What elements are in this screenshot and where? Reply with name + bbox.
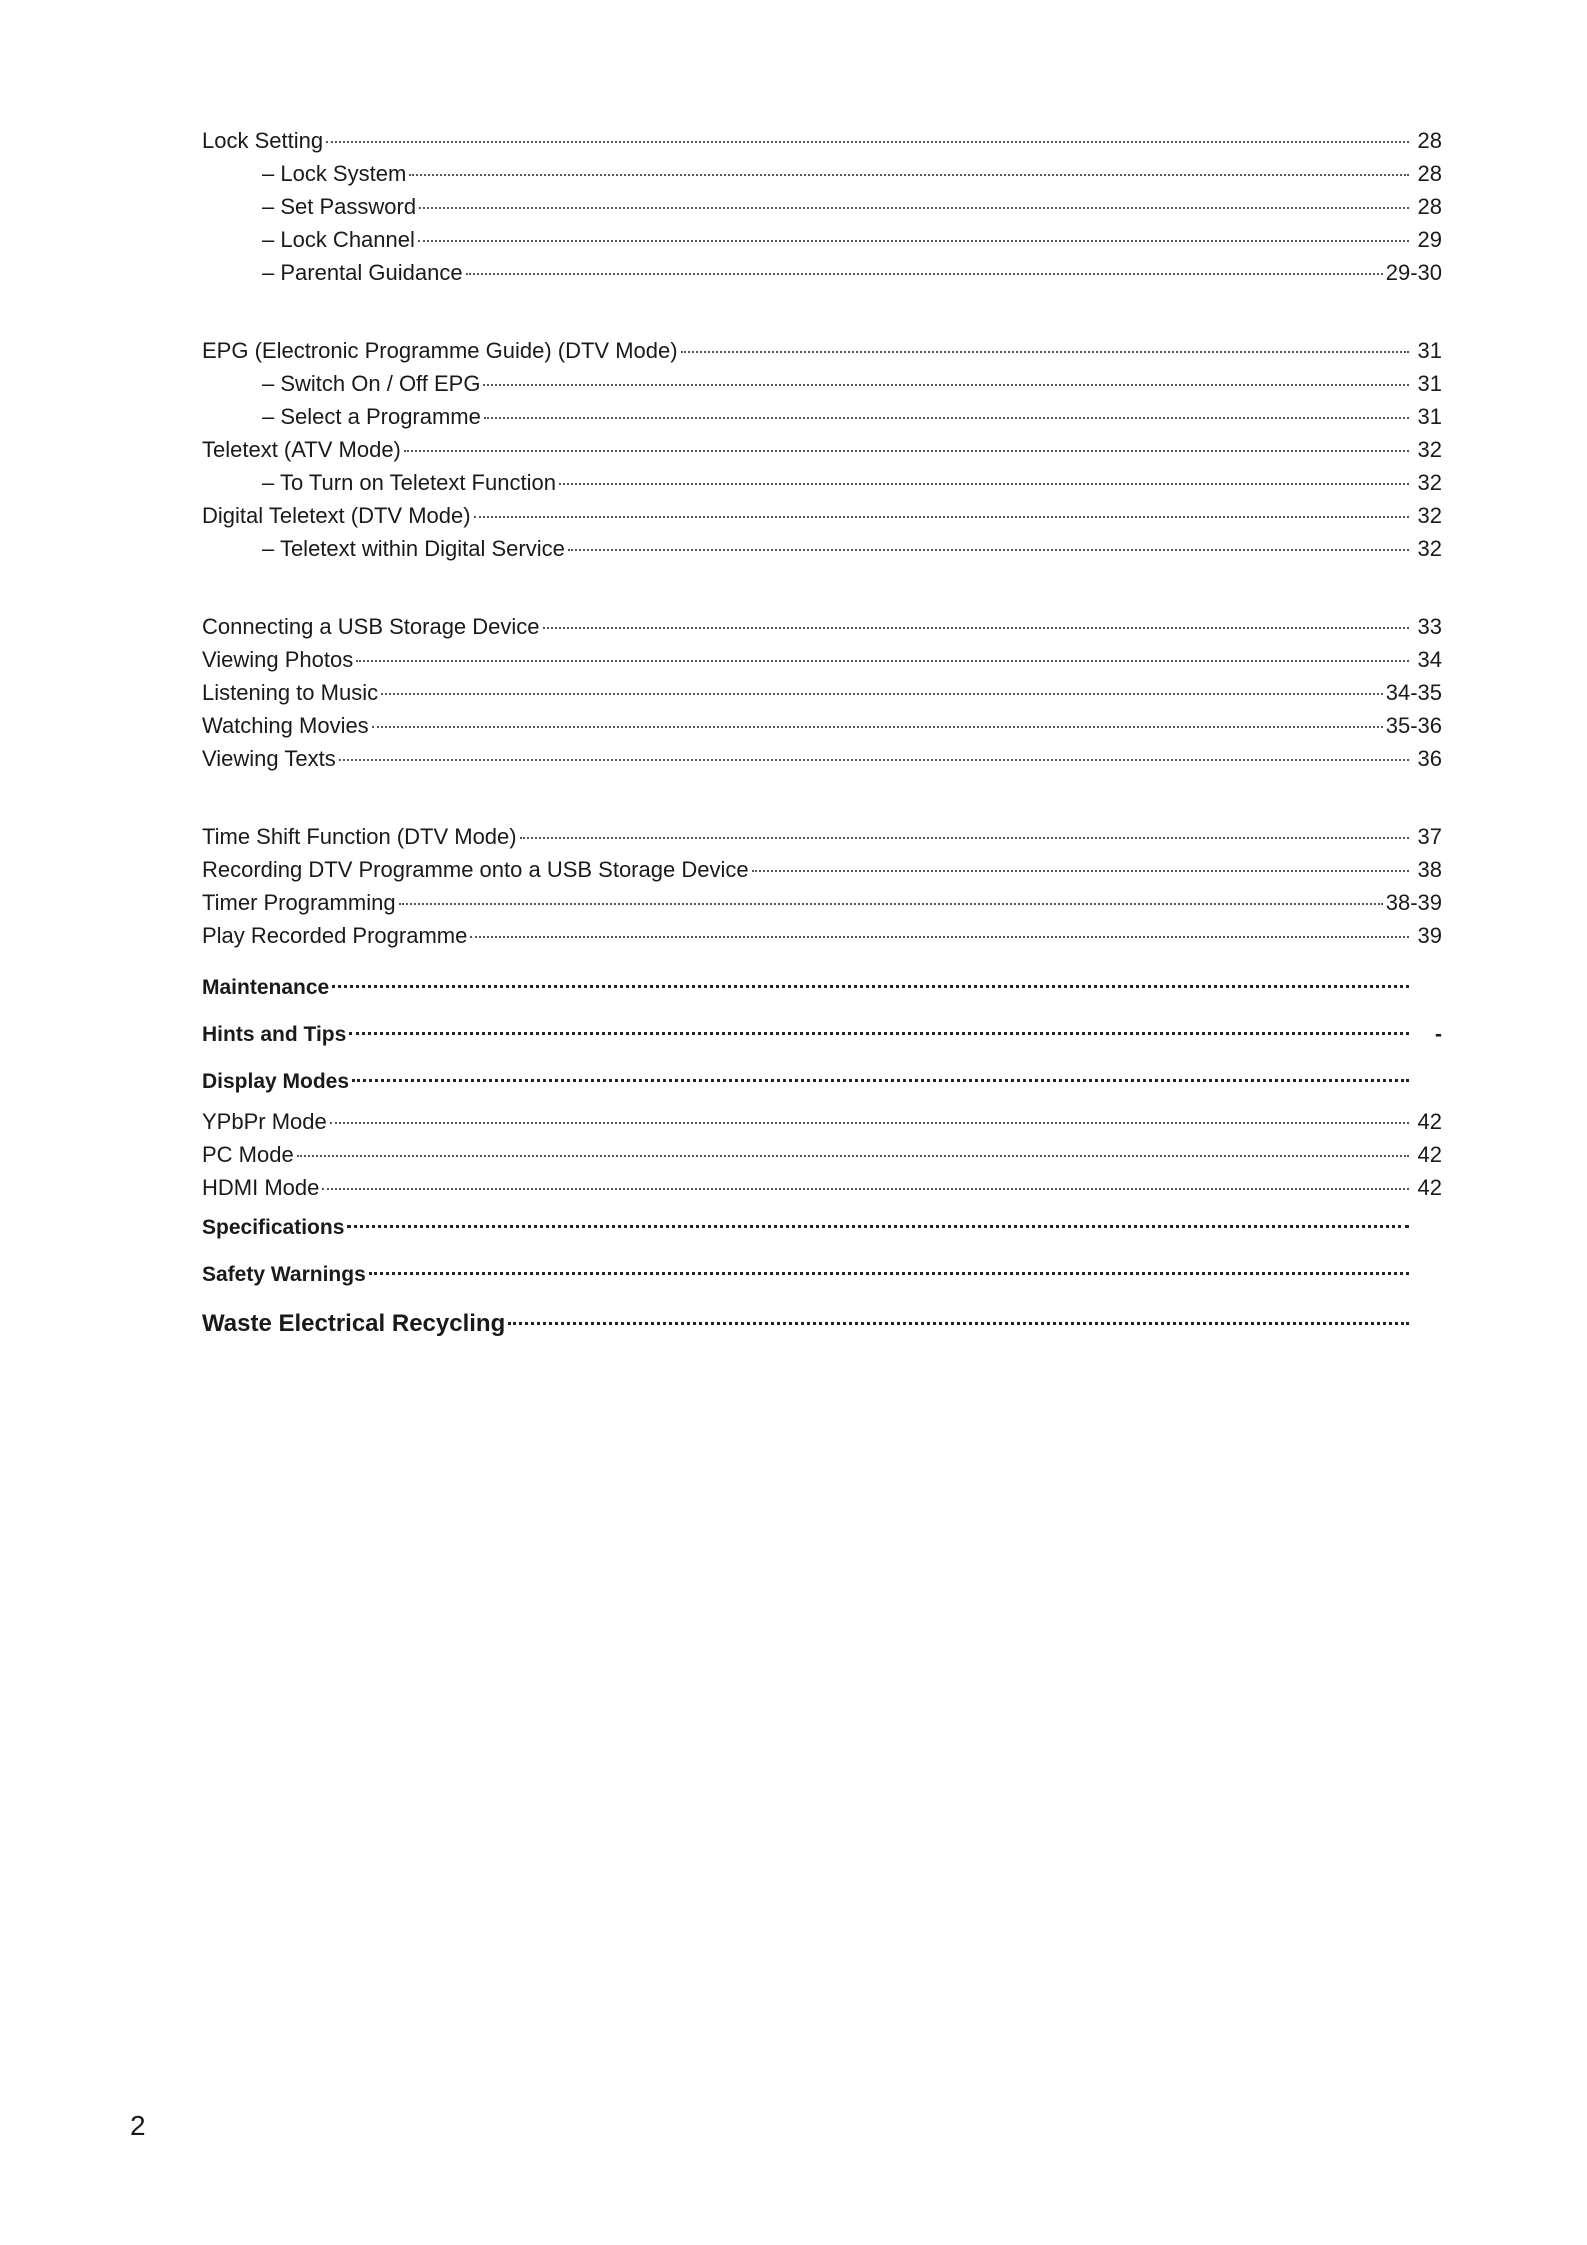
toc-entry-safety-warnings[interactable]: [202, 1251, 1442, 1298]
toc-subentry[interactable]: [202, 190, 1442, 223]
toc-entry-title: Connecting a USB Storage Device: [202, 614, 540, 639]
toc-entry-page: 31: [1417, 338, 1442, 363]
dot-leader: [347, 1225, 1409, 1228]
toc-entry-page: 28: [1417, 194, 1442, 219]
dot-leader: [418, 240, 1409, 242]
dot-leader: [356, 660, 1409, 662]
dot-leader: [568, 549, 1409, 551]
toc-subentry[interactable]: [202, 367, 1442, 400]
toc-entry-title: Digital Teletext (DTV Mode): [202, 503, 471, 528]
toc-entry-page: 33: [1417, 614, 1442, 639]
dot-leader: [332, 985, 1409, 988]
toc-entry-page: 32: [1417, 503, 1442, 528]
toc-entry-title: – Lock System: [262, 161, 407, 186]
toc-entry-title: Viewing Photos: [202, 647, 354, 672]
dot-leader: [399, 903, 1383, 905]
toc-entry-page: 37: [1417, 824, 1442, 849]
toc-entry-page: 42: [1417, 1109, 1442, 1134]
dot-leader: [297, 1155, 1409, 1157]
page-number: 2: [130, 2110, 146, 2141]
toc-entry[interactable]: [202, 709, 1442, 742]
toc-entry-page: 39: [1417, 923, 1442, 948]
toc-entry-page: 32: [1417, 470, 1442, 495]
toc-entry-title: Safety Warnings: [202, 1263, 366, 1286]
toc-entry-title: – Parental Guidance: [262, 260, 463, 285]
toc-entry-title: Listening to Music: [202, 680, 379, 705]
toc-entry[interactable]: [202, 919, 1442, 952]
toc-subentry[interactable]: [202, 256, 1442, 289]
toc-entry-title: Display Modes: [202, 1070, 350, 1093]
toc-entry-title: Watching Movies: [202, 713, 369, 738]
dot-leader: [484, 417, 1409, 419]
toc-entry-page: 29: [1417, 227, 1442, 252]
toc-entry-page: 34: [1417, 647, 1442, 672]
toc-entry-page: -: [1435, 1023, 1442, 1046]
toc-entry-page: 32: [1417, 536, 1442, 561]
toc-entry-title: – Set Password: [262, 194, 417, 219]
toc-entry[interactable]: [202, 610, 1442, 643]
toc-entry-title: Maintenance: [202, 976, 330, 999]
dot-leader: [326, 141, 1409, 143]
dot-leader: [466, 273, 1383, 275]
toc-entry-title: Recording DTV Programme onto a USB Storage Device: [202, 857, 749, 882]
toc-entry-title: – Teletext within Digital Service: [262, 536, 565, 561]
toc-entry-title: Timer Programming: [202, 890, 396, 915]
toc-entry-display-modes[interactable]: [202, 1058, 1442, 1105]
toc-entry-page: 34-35: [1385, 680, 1442, 705]
toc-entry[interactable]: [202, 334, 1442, 367]
toc-entry-title: Hints and Tips: [202, 1023, 347, 1046]
toc-entry[interactable]: [202, 742, 1442, 775]
dot-leader: [339, 759, 1409, 761]
toc-entry-ypbpr-mode[interactable]: [202, 1105, 1442, 1138]
toc-subentry[interactable]: [202, 532, 1442, 565]
group-gap: [202, 289, 1442, 334]
toc-entry-hdmi-mode[interactable]: [202, 1171, 1442, 1204]
toc-entry-title: Waste Electrical Recycling: [202, 1310, 506, 1337]
toc-entry-hints-and-tips[interactable]: [202, 1011, 1442, 1058]
toc-entry-title: Time Shift Function (DTV Mode): [202, 824, 517, 849]
toc-entry-page: 32: [1417, 437, 1442, 462]
group-gap: [202, 775, 1442, 820]
toc-entry-title: Specifications: [202, 1216, 345, 1239]
toc-entry[interactable]: [202, 433, 1442, 466]
toc-entry[interactable]: [202, 499, 1442, 532]
toc-entry-title: YPbPr Mode: [202, 1109, 327, 1134]
toc-entry-pc-mode[interactable]: [202, 1138, 1442, 1171]
toc-entry-page: 36: [1417, 746, 1442, 771]
toc-subentry[interactable]: [202, 466, 1442, 499]
dot-leader: [483, 384, 1409, 386]
dot-leader: [419, 207, 1409, 209]
toc-entry-specifications[interactable]: [202, 1204, 1442, 1251]
dot-leader: [330, 1122, 1409, 1124]
toc-entry-title: Teletext (ATV Mode): [202, 437, 401, 462]
dot-leader: [470, 936, 1409, 938]
toc-groups: [202, 124, 1442, 952]
toc-entry-title: – To Turn on Teletext Function: [262, 470, 556, 495]
toc-entry-title: – Select a Programme: [262, 404, 481, 429]
dot-leader: [369, 1272, 1409, 1275]
dot-leader: [352, 1079, 1409, 1082]
toc-entry-waste-electrical-recycling[interactable]: [202, 1298, 1442, 1350]
toc-entry[interactable]: [202, 124, 1442, 157]
dot-leader: [404, 450, 1409, 452]
toc-entry[interactable]: [202, 643, 1442, 676]
toc-subentry[interactable]: [202, 157, 1442, 190]
toc-entry-page: 28: [1417, 161, 1442, 186]
toc-subentry[interactable]: [202, 400, 1442, 433]
toc-entry[interactable]: [202, 886, 1442, 919]
dot-leader: [349, 1032, 1409, 1035]
toc-entry-title: Viewing Texts: [202, 746, 336, 771]
toc-entry-title: Lock Setting: [202, 128, 324, 153]
toc-entry-page: 28: [1417, 128, 1442, 153]
group-gap: [202, 565, 1442, 610]
dot-leader: [681, 351, 1409, 353]
dot-leader: [322, 1188, 1409, 1190]
toc-entry[interactable]: [202, 853, 1442, 886]
toc-entry-page: 31: [1417, 404, 1442, 429]
toc-entry-title: EPG (Electronic Programme Guide) (DTV Mode): [202, 338, 678, 363]
toc-entry[interactable]: [202, 820, 1442, 853]
toc-entry-title: – Switch On / Off EPG: [262, 371, 481, 396]
toc-entry-page: 42: [1417, 1175, 1442, 1200]
toc-entry-title: Play Recorded Programme: [202, 923, 468, 948]
dot-leader: [409, 174, 1409, 176]
toc-entry-page: 38-39: [1385, 890, 1442, 915]
toc-entry-page: 38: [1417, 857, 1442, 882]
dot-leader: [559, 483, 1409, 485]
dot-leader: [508, 1322, 1409, 1325]
toc-entry-page: 35-36: [1385, 713, 1442, 738]
dot-leader: [752, 870, 1409, 872]
toc-entry[interactable]: [202, 676, 1442, 709]
toc-entry-title: – Lock Channel: [262, 227, 415, 252]
toc-entry-page: 31: [1417, 371, 1442, 396]
dot-leader: [520, 837, 1409, 839]
dot-leader: [474, 516, 1409, 518]
dot-leader: [543, 627, 1409, 629]
toc-entry-page: 29-30: [1385, 260, 1442, 285]
toc-entry-page: 42: [1417, 1142, 1442, 1167]
spacer: [202, 952, 1442, 964]
toc-entry-title: PC Mode: [202, 1142, 294, 1167]
toc-entry-maintenance[interactable]: [202, 964, 1442, 1011]
dot-leader: [372, 726, 1383, 728]
table-of-contents: [202, 124, 1442, 1350]
toc-entry-title: HDMI Mode: [202, 1175, 320, 1200]
toc-subentry[interactable]: [202, 223, 1442, 256]
dot-leader: [381, 693, 1383, 695]
